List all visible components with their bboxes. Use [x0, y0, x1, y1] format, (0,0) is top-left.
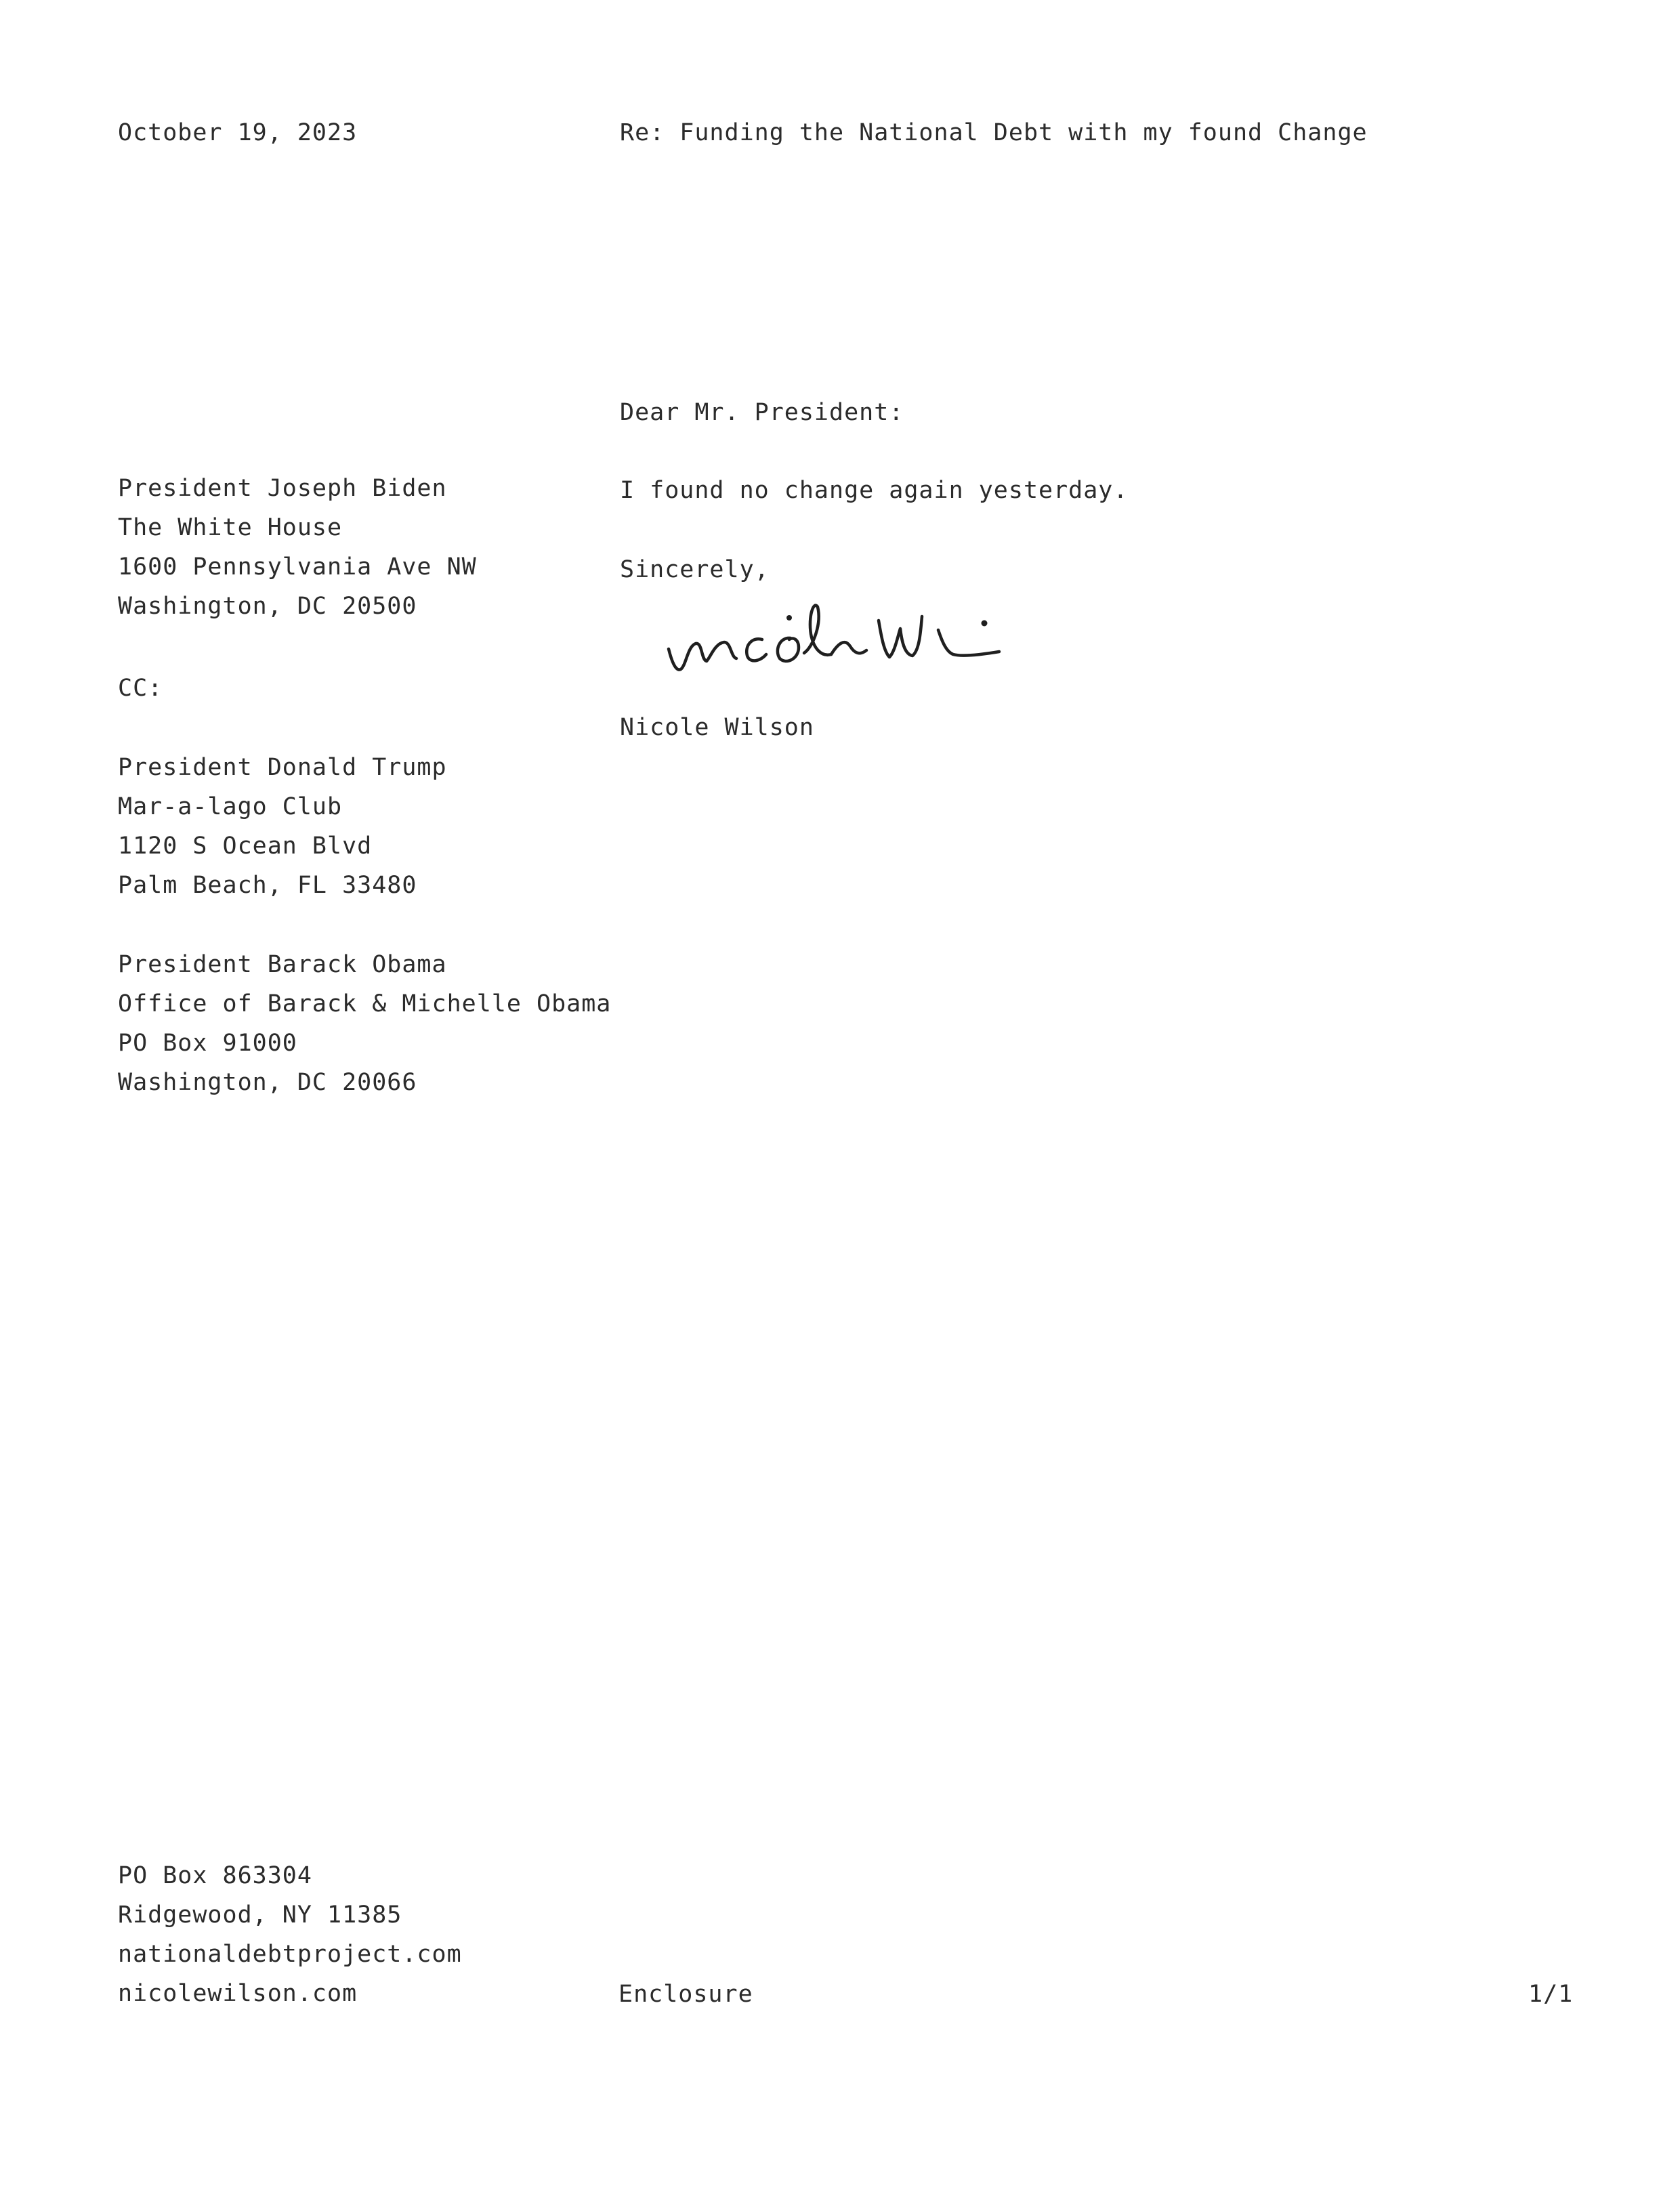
signer-name-text: Nicole Wilson [620, 714, 814, 741]
address-line: PO Box 863304 [118, 1862, 312, 1889]
address-line: Ridgewood, NY 11385 [118, 1901, 402, 1929]
page-number [1528, 1975, 1573, 2014]
address-line: Washington, DC 20066 [118, 1069, 417, 1096]
salutation [620, 393, 904, 432]
address-line: 1120 S Ocean Blvd [118, 833, 373, 860]
address-line: President Donald Trump [118, 754, 447, 781]
page-number-text: 1/1 [1528, 1981, 1574, 2008]
sender-address [118, 1856, 462, 2013]
address-line: Washington, DC 20500 [118, 593, 417, 620]
address-line: Mar-a-lago Club [118, 793, 343, 820]
address-line: Office of Barack & Michelle Obama [118, 990, 612, 1017]
address-line: Palm Beach, FL 33480 [118, 872, 417, 899]
letter-subject [620, 113, 1368, 152]
signer-name [620, 708, 814, 747]
website-link: nicolewilson.com [118, 1980, 358, 2007]
signature-drawing [660, 589, 1026, 691]
cc-recipient-address [118, 945, 611, 1102]
closing-text: Sincerely, [620, 556, 770, 583]
enclosure-text: Enclosure [618, 1981, 753, 2008]
recipient-address [118, 469, 477, 626]
cc-recipient-address [118, 748, 447, 905]
letter-body [620, 471, 1128, 510]
address-line: 1600 Pennsylvania Ave NW [118, 553, 477, 581]
handwritten-signature [660, 589, 1026, 691]
address-line: PO Box 91000 [118, 1030, 297, 1057]
address-line: The White House [118, 514, 343, 541]
subject-text: Re: Funding the National Debt with my found Change [620, 119, 1368, 146]
body-paragraph: I found no change again yesterday. [620, 477, 1129, 504]
cc-label-text: CC: [118, 675, 163, 702]
letter-date [118, 113, 357, 152]
date-text: October 19, 2023 [118, 119, 358, 146]
address-line: President Joseph Biden [118, 475, 447, 502]
salutation-text: Dear Mr. President: [620, 399, 904, 426]
cc-label [118, 669, 163, 708]
website-link: nationaldebtproject.com [118, 1941, 462, 1968]
address-line: President Barack Obama [118, 951, 447, 978]
closing [620, 550, 770, 589]
enclosure-note [618, 1975, 753, 2014]
